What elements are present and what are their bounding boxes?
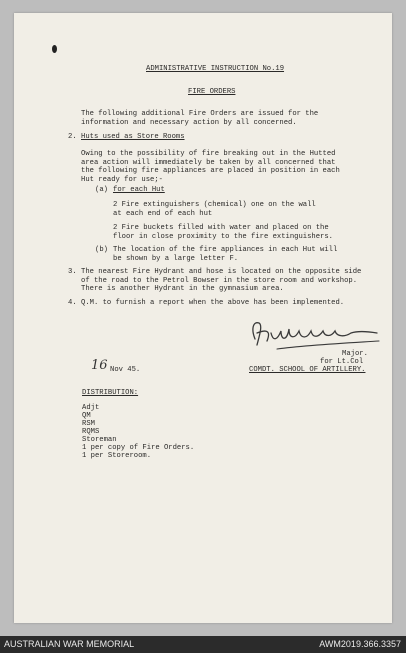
distribution-item: QM xyxy=(82,412,91,420)
date-day-handwritten: 16 xyxy=(91,358,108,373)
document-subtitle: FIRE ORDERS xyxy=(188,88,236,96)
document-title: ADMINISTRATIVE INSTRUCTION No.19 xyxy=(146,65,285,73)
section-3-text: The nearest Fire Hydrant and hose is located on the opposite side of the road to the Petrol Bowser in the store room and workshop. There is another Hydrant in the gymnasium area. xyxy=(81,268,362,294)
punch-hole xyxy=(52,45,57,53)
caption-accession-number: AWM2019.366.3357 xyxy=(319,639,401,649)
intro-paragraph: The following additional Fire Orders are issued for the information and necessary action by all concerned. xyxy=(81,110,319,127)
section-2-number: 2. xyxy=(68,133,77,141)
distribution-heading: DISTRIBUTION: xyxy=(82,389,139,397)
distribution-item: Adjt xyxy=(82,404,100,412)
signatory-rank: Major. xyxy=(342,350,368,358)
date-month-year: Nov 45. xyxy=(110,366,141,374)
section-4-number: 4. xyxy=(68,299,77,307)
distribution-item: RQMS xyxy=(82,428,100,436)
section-4-text: Q.M. to furnish a report when the above has been implemented. xyxy=(81,299,345,307)
section-2-body: Owing to the possibility of fire breaking out in the Hutted area action will immediately be taken by all concerned that the following fire appliances are placed in position in each Hut ready for use;- xyxy=(81,150,340,184)
item-a-buckets: 2 Fire buckets filled with water and placed on the floor in close proximity to the fire extinguishers. xyxy=(113,224,333,241)
item-b-label: (b) xyxy=(95,246,108,254)
item-a-extinguishers: 2 Fire extinguishers (chemical) one on the wall at each end of each hut xyxy=(113,201,316,218)
item-a-heading: for each Hut xyxy=(113,186,165,194)
signatory-for: for Lt.Col xyxy=(320,358,364,366)
handwritten-signature xyxy=(237,311,387,355)
signatory-unit: COMDT. SCHOOL OF ARTILLERY. xyxy=(249,366,366,374)
distribution-item: RSM xyxy=(82,420,95,428)
distribution-item: 1 per Storeroom. xyxy=(82,452,152,460)
caption-source: AUSTRALIAN WAR MEMORIAL xyxy=(4,639,135,649)
item-b-text: The location of the fire appliances in each Hut will be shown by a large letter F. xyxy=(113,246,338,263)
item-a-label: (a) xyxy=(95,186,108,194)
section-2-heading: Huts used as Store Rooms xyxy=(81,133,185,141)
section-3-number: 3. xyxy=(68,268,77,276)
distribution-item: 1 per copy of Fire Orders. xyxy=(82,444,195,452)
distribution-item: Storeman xyxy=(82,436,117,444)
